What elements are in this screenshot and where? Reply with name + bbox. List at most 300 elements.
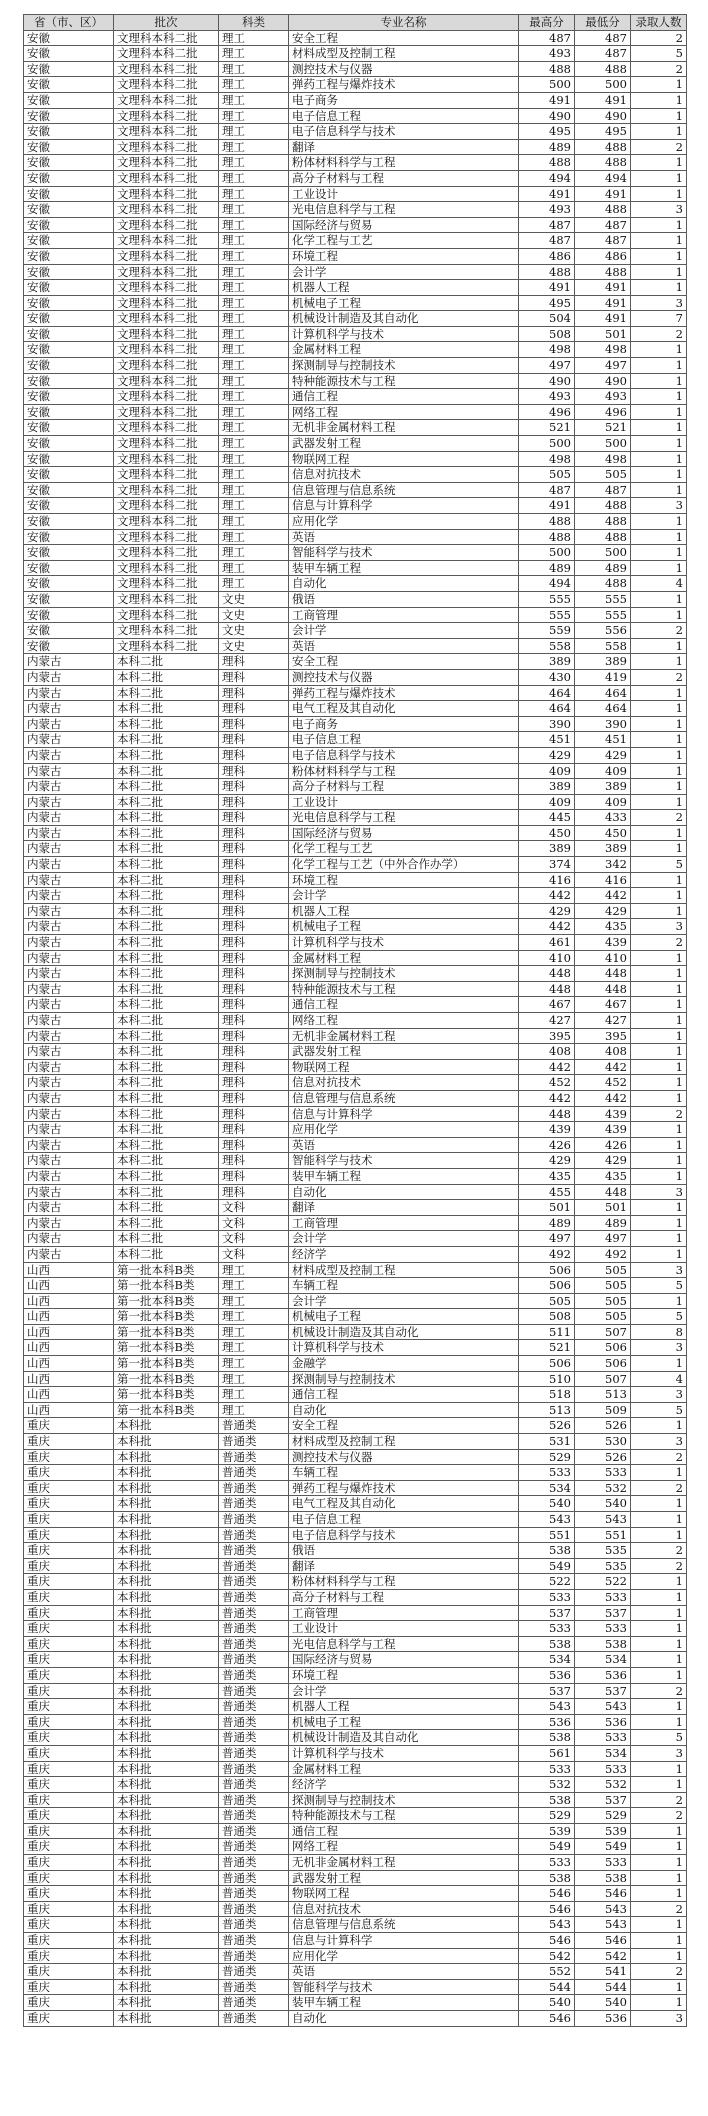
cell-batch: 本科二批 bbox=[114, 1215, 219, 1231]
cell-province: 重庆 bbox=[24, 1933, 114, 1949]
cell-category: 理科 bbox=[219, 716, 289, 732]
cell-max-score: 493 bbox=[519, 46, 575, 62]
cell-batch: 文理科本科二批 bbox=[114, 155, 219, 171]
cell-province: 安徽 bbox=[24, 280, 114, 296]
cell-major: 电子信息工程 bbox=[289, 1512, 519, 1528]
cell-category: 理科 bbox=[219, 1059, 289, 1075]
cell-min-score: 439 bbox=[575, 1122, 631, 1138]
cell-batch: 第一批本科B类 bbox=[114, 1309, 219, 1325]
cell-category: 理工 bbox=[219, 1340, 289, 1356]
cell-admitted-count: 1 bbox=[631, 841, 687, 857]
cell-admitted-count: 3 bbox=[631, 295, 687, 311]
table-row bbox=[24, 1808, 687, 1824]
cell-max-score: 445 bbox=[519, 810, 575, 826]
cell-major: 测控技术与仪器 bbox=[289, 669, 519, 685]
cell-max-score: 430 bbox=[519, 669, 575, 685]
cell-category: 理科 bbox=[219, 841, 289, 857]
cell-max-score: 558 bbox=[519, 638, 575, 654]
cell-category: 理工 bbox=[219, 498, 289, 514]
cell-batch: 本科二批 bbox=[114, 685, 219, 701]
table-row bbox=[24, 1683, 687, 1699]
cell-batch: 本科批 bbox=[114, 1480, 219, 1496]
cell-max-score: 551 bbox=[519, 1527, 575, 1543]
cell-min-score: 543 bbox=[575, 1901, 631, 1917]
cell-admitted-count: 1 bbox=[631, 186, 687, 202]
cell-major: 会计学 bbox=[289, 888, 519, 904]
cell-batch: 本科批 bbox=[114, 1683, 219, 1699]
cell-min-score: 488 bbox=[575, 61, 631, 77]
table-row bbox=[24, 467, 687, 483]
cell-batch: 本科批 bbox=[114, 1792, 219, 1808]
cell-batch: 第一批本科B类 bbox=[114, 1371, 219, 1387]
cell-category: 理工 bbox=[219, 1356, 289, 1372]
cell-batch: 本科批 bbox=[114, 1979, 219, 1995]
table-row bbox=[24, 1434, 687, 1450]
cell-admitted-count: 5 bbox=[631, 1309, 687, 1325]
cell-major: 武器发射工程 bbox=[289, 1044, 519, 1060]
cell-min-score: 540 bbox=[575, 1496, 631, 1512]
cell-admitted-count: 1 bbox=[631, 514, 687, 530]
table-row bbox=[24, 1527, 687, 1543]
cell-major: 信息对抗技术 bbox=[289, 1901, 519, 1917]
cell-max-score: 538 bbox=[519, 1870, 575, 1886]
table-row bbox=[24, 1496, 687, 1512]
cell-min-score: 555 bbox=[575, 591, 631, 607]
cell-major: 化学工程与工艺 bbox=[289, 841, 519, 857]
cell-major: 信息与计算科学 bbox=[289, 1106, 519, 1122]
cell-admitted-count: 1 bbox=[631, 560, 687, 576]
cell-batch: 文理科本科二批 bbox=[114, 560, 219, 576]
table-body bbox=[24, 30, 687, 2026]
cell-major: 粉体材料科学与工程 bbox=[289, 1574, 519, 1590]
cell-min-score: 506 bbox=[575, 1340, 631, 1356]
cell-category: 普通类 bbox=[219, 1652, 289, 1668]
cell-min-score: 505 bbox=[575, 1278, 631, 1294]
cell-admitted-count: 2 bbox=[631, 623, 687, 639]
cell-min-score: 389 bbox=[575, 654, 631, 670]
cell-max-score: 505 bbox=[519, 467, 575, 483]
cell-batch: 文理科本科二批 bbox=[114, 233, 219, 249]
cell-min-score: 410 bbox=[575, 950, 631, 966]
table-row bbox=[24, 170, 687, 186]
cell-province: 内蒙古 bbox=[24, 1184, 114, 1200]
cell-province: 重庆 bbox=[24, 1574, 114, 1590]
cell-batch: 本科批 bbox=[114, 1449, 219, 1465]
cell-admitted-count: 1 bbox=[631, 981, 687, 997]
cell-batch: 文理科本科二批 bbox=[114, 529, 219, 545]
table-row bbox=[24, 841, 687, 857]
cell-admitted-count: 2 bbox=[631, 1901, 687, 1917]
cell-category: 理工 bbox=[219, 233, 289, 249]
cell-admitted-count: 1 bbox=[631, 467, 687, 483]
cell-min-score: 530 bbox=[575, 1434, 631, 1450]
table-row bbox=[24, 1356, 687, 1372]
cell-batch: 文理科本科二批 bbox=[114, 451, 219, 467]
cell-admitted-count: 1 bbox=[631, 794, 687, 810]
cell-batch: 文理科本科二批 bbox=[114, 576, 219, 592]
cell-batch: 本科二批 bbox=[114, 810, 219, 826]
cell-province: 重庆 bbox=[24, 2011, 114, 2027]
cell-batch: 文理科本科二批 bbox=[114, 498, 219, 514]
cell-batch: 文理科本科二批 bbox=[114, 326, 219, 342]
cell-max-score: 448 bbox=[519, 1106, 575, 1122]
cell-province: 重庆 bbox=[24, 1995, 114, 2011]
cell-category: 理工 bbox=[219, 248, 289, 264]
cell-admitted-count: 2 bbox=[631, 669, 687, 685]
cell-batch: 文理科本科二批 bbox=[114, 436, 219, 452]
cell-min-score: 497 bbox=[575, 358, 631, 374]
cell-batch: 第一批本科B类 bbox=[114, 1387, 219, 1403]
cell-major: 工商管理 bbox=[289, 1605, 519, 1621]
cell-min-score: 521 bbox=[575, 420, 631, 436]
cell-min-score: 500 bbox=[575, 436, 631, 452]
cell-admitted-count: 1 bbox=[631, 1667, 687, 1683]
cell-category: 普通类 bbox=[219, 1699, 289, 1715]
cell-min-score: 448 bbox=[575, 981, 631, 997]
cell-category: 普通类 bbox=[219, 1777, 289, 1793]
cell-admitted-count: 1 bbox=[631, 1761, 687, 1777]
cell-max-score: 488 bbox=[519, 529, 575, 545]
cell-category: 普通类 bbox=[219, 1667, 289, 1683]
cell-admitted-count: 1 bbox=[631, 170, 687, 186]
cell-major: 计算机科学与技术 bbox=[289, 935, 519, 951]
cell-min-score: 488 bbox=[575, 139, 631, 155]
cell-category: 理科 bbox=[219, 1153, 289, 1169]
cell-province: 安徽 bbox=[24, 295, 114, 311]
cell-batch: 本科二批 bbox=[114, 1028, 219, 1044]
cell-major: 网络工程 bbox=[289, 1839, 519, 1855]
cell-major: 计算机科学与技术 bbox=[289, 1745, 519, 1761]
cell-max-score: 389 bbox=[519, 841, 575, 857]
cell-min-score: 497 bbox=[575, 1231, 631, 1247]
cell-min-score: 493 bbox=[575, 389, 631, 405]
cell-category: 理科 bbox=[219, 950, 289, 966]
cell-max-score: 489 bbox=[519, 1215, 575, 1231]
cell-batch: 文理科本科二批 bbox=[114, 264, 219, 280]
table-row bbox=[24, 1839, 687, 1855]
cell-province: 重庆 bbox=[24, 1823, 114, 1839]
cell-major: 机器人工程 bbox=[289, 903, 519, 919]
cell-max-score: 539 bbox=[519, 1823, 575, 1839]
cell-min-score: 535 bbox=[575, 1558, 631, 1574]
cell-admitted-count: 1 bbox=[631, 451, 687, 467]
cell-admitted-count: 1 bbox=[631, 685, 687, 701]
header-batch: 批次 bbox=[114, 15, 219, 31]
cell-major: 装甲车辆工程 bbox=[289, 560, 519, 576]
cell-major: 通信工程 bbox=[289, 389, 519, 405]
cell-category: 普通类 bbox=[219, 1621, 289, 1637]
cell-category: 理工 bbox=[219, 451, 289, 467]
table-row bbox=[24, 716, 687, 732]
cell-min-score: 556 bbox=[575, 623, 631, 639]
cell-province: 内蒙古 bbox=[24, 888, 114, 904]
cell-min-score: 442 bbox=[575, 1059, 631, 1075]
cell-admitted-count: 1 bbox=[631, 233, 687, 249]
cell-max-score: 526 bbox=[519, 1418, 575, 1434]
cell-major: 网络工程 bbox=[289, 1013, 519, 1029]
cell-major: 电子信息科学与技术 bbox=[289, 1527, 519, 1543]
cell-major: 通信工程 bbox=[289, 1823, 519, 1839]
cell-province: 内蒙古 bbox=[24, 841, 114, 857]
cell-max-score: 374 bbox=[519, 857, 575, 873]
cell-admitted-count: 1 bbox=[631, 1823, 687, 1839]
cell-category: 理科 bbox=[219, 747, 289, 763]
table-row bbox=[24, 2011, 687, 2027]
cell-admitted-count: 1 bbox=[631, 591, 687, 607]
cell-province: 内蒙古 bbox=[24, 1168, 114, 1184]
cell-province: 安徽 bbox=[24, 404, 114, 420]
cell-max-score: 513 bbox=[519, 1402, 575, 1418]
cell-category: 理科 bbox=[219, 701, 289, 717]
cell-major: 会计学 bbox=[289, 623, 519, 639]
cell-batch: 文理科本科二批 bbox=[114, 623, 219, 639]
cell-admitted-count: 5 bbox=[631, 1730, 687, 1746]
cell-batch: 文理科本科二批 bbox=[114, 638, 219, 654]
cell-category: 理工 bbox=[219, 404, 289, 420]
cell-max-score: 494 bbox=[519, 576, 575, 592]
table-row bbox=[24, 233, 687, 249]
cell-category: 理工 bbox=[219, 46, 289, 62]
cell-max-score: 500 bbox=[519, 545, 575, 561]
cell-major: 高分子材料与工程 bbox=[289, 170, 519, 186]
cell-major: 金属材料工程 bbox=[289, 950, 519, 966]
cell-province: 安徽 bbox=[24, 342, 114, 358]
cell-admitted-count: 1 bbox=[631, 1465, 687, 1481]
cell-category: 理工 bbox=[219, 30, 289, 46]
cell-category: 理科 bbox=[219, 1137, 289, 1153]
cell-province: 安徽 bbox=[24, 139, 114, 155]
table-row bbox=[24, 1917, 687, 1933]
cell-province: 内蒙古 bbox=[24, 857, 114, 873]
cell-min-score: 543 bbox=[575, 1917, 631, 1933]
cell-province: 重庆 bbox=[24, 1792, 114, 1808]
cell-province: 安徽 bbox=[24, 358, 114, 374]
cell-admitted-count: 1 bbox=[631, 1886, 687, 1902]
cell-min-score: 495 bbox=[575, 124, 631, 140]
cell-major: 化学工程与工艺（中外合作办学） bbox=[289, 857, 519, 873]
cell-batch: 本科批 bbox=[114, 1667, 219, 1683]
cell-max-score: 537 bbox=[519, 1683, 575, 1699]
cell-batch: 文理科本科二批 bbox=[114, 607, 219, 623]
table-row bbox=[24, 1075, 687, 1091]
cell-max-score: 439 bbox=[519, 1122, 575, 1138]
cell-max-score: 448 bbox=[519, 981, 575, 997]
cell-min-score: 533 bbox=[575, 1761, 631, 1777]
cell-max-score: 505 bbox=[519, 1293, 575, 1309]
cell-min-score: 487 bbox=[575, 217, 631, 233]
cell-province: 内蒙古 bbox=[24, 1028, 114, 1044]
cell-max-score: 536 bbox=[519, 1667, 575, 1683]
cell-admitted-count: 1 bbox=[631, 436, 687, 452]
cell-category: 普通类 bbox=[219, 1683, 289, 1699]
cell-batch: 本科二批 bbox=[114, 779, 219, 795]
cell-max-score: 504 bbox=[519, 311, 575, 327]
cell-major: 武器发射工程 bbox=[289, 436, 519, 452]
cell-batch: 本科批 bbox=[114, 1699, 219, 1715]
cell-max-score: 390 bbox=[519, 716, 575, 732]
cell-province: 安徽 bbox=[24, 311, 114, 327]
cell-major: 装甲车辆工程 bbox=[289, 1168, 519, 1184]
table-row bbox=[24, 560, 687, 576]
cell-major: 电子商务 bbox=[289, 92, 519, 108]
table-row bbox=[24, 1543, 687, 1559]
cell-category: 普通类 bbox=[219, 1917, 289, 1933]
cell-min-score: 464 bbox=[575, 685, 631, 701]
cell-province: 重庆 bbox=[24, 1917, 114, 1933]
cell-province: 山西 bbox=[24, 1278, 114, 1294]
cell-max-score: 493 bbox=[519, 202, 575, 218]
cell-category: 理科 bbox=[219, 888, 289, 904]
cell-max-score: 529 bbox=[519, 1808, 575, 1824]
cell-province: 安徽 bbox=[24, 124, 114, 140]
table-row bbox=[24, 1137, 687, 1153]
cell-category: 理科 bbox=[219, 732, 289, 748]
cell-batch: 本科二批 bbox=[114, 857, 219, 873]
table-row bbox=[24, 1636, 687, 1652]
cell-admitted-count: 1 bbox=[631, 1200, 687, 1216]
cell-province: 重庆 bbox=[24, 1979, 114, 1995]
cell-province: 重庆 bbox=[24, 1777, 114, 1793]
cell-category: 理科 bbox=[219, 825, 289, 841]
table-row bbox=[24, 30, 687, 46]
cell-category: 普通类 bbox=[219, 1449, 289, 1465]
cell-max-score: 549 bbox=[519, 1839, 575, 1855]
cell-major: 会计学 bbox=[289, 264, 519, 280]
cell-batch: 本科二批 bbox=[114, 763, 219, 779]
cell-batch: 文理科本科二批 bbox=[114, 202, 219, 218]
table-row bbox=[24, 903, 687, 919]
cell-min-score: 427 bbox=[575, 1013, 631, 1029]
cell-batch: 本科批 bbox=[114, 1714, 219, 1730]
cell-admitted-count: 2 bbox=[631, 30, 687, 46]
cell-min-score: 487 bbox=[575, 46, 631, 62]
cell-max-score: 506 bbox=[519, 1278, 575, 1294]
cell-min-score: 522 bbox=[575, 1574, 631, 1590]
cell-province: 重庆 bbox=[24, 1621, 114, 1637]
cell-max-score: 533 bbox=[519, 1855, 575, 1871]
table-row bbox=[24, 1730, 687, 1746]
table-row bbox=[24, 935, 687, 951]
cell-batch: 本科二批 bbox=[114, 654, 219, 670]
cell-category: 理科 bbox=[219, 919, 289, 935]
cell-major: 安全工程 bbox=[289, 1418, 519, 1434]
cell-category: 普通类 bbox=[219, 1636, 289, 1652]
cell-category: 理科 bbox=[219, 997, 289, 1013]
cell-admitted-count: 4 bbox=[631, 576, 687, 592]
table-row bbox=[24, 1933, 687, 1949]
cell-min-score: 501 bbox=[575, 326, 631, 342]
cell-admitted-count: 1 bbox=[631, 1028, 687, 1044]
cell-province: 内蒙古 bbox=[24, 1122, 114, 1138]
cell-category: 普通类 bbox=[219, 1933, 289, 1949]
cell-province: 内蒙古 bbox=[24, 1137, 114, 1153]
cell-province: 安徽 bbox=[24, 61, 114, 77]
cell-max-score: 429 bbox=[519, 747, 575, 763]
cell-max-score: 491 bbox=[519, 92, 575, 108]
cell-province: 安徽 bbox=[24, 77, 114, 93]
cell-admitted-count: 1 bbox=[631, 1589, 687, 1605]
cell-admitted-count: 3 bbox=[631, 1387, 687, 1403]
cell-major: 环境工程 bbox=[289, 248, 519, 264]
cell-province: 内蒙古 bbox=[24, 701, 114, 717]
cell-min-score: 429 bbox=[575, 903, 631, 919]
cell-max-score: 495 bbox=[519, 124, 575, 140]
cell-min-score: 342 bbox=[575, 857, 631, 873]
cell-province: 重庆 bbox=[24, 1496, 114, 1512]
cell-major: 电子信息工程 bbox=[289, 732, 519, 748]
cell-major: 弹药工程与爆炸技术 bbox=[289, 685, 519, 701]
cell-admitted-count: 1 bbox=[631, 264, 687, 280]
table-row bbox=[24, 1605, 687, 1621]
table-row bbox=[24, 1855, 687, 1871]
cell-max-score: 427 bbox=[519, 1013, 575, 1029]
table-row bbox=[24, 217, 687, 233]
cell-province: 安徽 bbox=[24, 529, 114, 545]
table-row bbox=[24, 747, 687, 763]
cell-batch: 本科二批 bbox=[114, 1168, 219, 1184]
cell-province: 重庆 bbox=[24, 1870, 114, 1886]
cell-min-score: 464 bbox=[575, 701, 631, 717]
cell-max-score: 495 bbox=[519, 295, 575, 311]
cell-min-score: 533 bbox=[575, 1855, 631, 1871]
cell-min-score: 537 bbox=[575, 1792, 631, 1808]
cell-category: 普通类 bbox=[219, 1574, 289, 1590]
cell-province: 安徽 bbox=[24, 420, 114, 436]
cell-min-score: 419 bbox=[575, 669, 631, 685]
cell-batch: 本科二批 bbox=[114, 1200, 219, 1216]
cell-admitted-count: 1 bbox=[631, 1090, 687, 1106]
table-row bbox=[24, 342, 687, 358]
cell-max-score: 521 bbox=[519, 420, 575, 436]
cell-min-score: 536 bbox=[575, 2011, 631, 2027]
header-major: 专业名称 bbox=[289, 15, 519, 31]
table-row bbox=[24, 1418, 687, 1434]
cell-min-score: 526 bbox=[575, 1418, 631, 1434]
table-row bbox=[24, 1870, 687, 1886]
table-row bbox=[24, 514, 687, 530]
cell-min-score: 555 bbox=[575, 607, 631, 623]
cell-province: 安徽 bbox=[24, 30, 114, 46]
cell-province: 安徽 bbox=[24, 155, 114, 171]
cell-max-score: 486 bbox=[519, 248, 575, 264]
cell-batch: 文理科本科二批 bbox=[114, 389, 219, 405]
cell-category: 理科 bbox=[219, 654, 289, 670]
cell-max-score: 488 bbox=[519, 61, 575, 77]
cell-province: 安徽 bbox=[24, 46, 114, 62]
cell-admitted-count: 1 bbox=[631, 248, 687, 264]
cell-admitted-count: 1 bbox=[631, 763, 687, 779]
cell-max-score: 409 bbox=[519, 794, 575, 810]
cell-admitted-count: 1 bbox=[631, 1231, 687, 1247]
cell-admitted-count: 1 bbox=[631, 607, 687, 623]
cell-major: 智能科学与技术 bbox=[289, 1979, 519, 1995]
cell-min-score: 389 bbox=[575, 841, 631, 857]
cell-min-score: 500 bbox=[575, 77, 631, 93]
cell-max-score: 493 bbox=[519, 389, 575, 405]
cell-category: 理科 bbox=[219, 981, 289, 997]
cell-province: 重庆 bbox=[24, 1589, 114, 1605]
cell-province: 内蒙古 bbox=[24, 997, 114, 1013]
cell-major: 英语 bbox=[289, 529, 519, 545]
cell-min-score: 489 bbox=[575, 560, 631, 576]
cell-min-score: 439 bbox=[575, 1106, 631, 1122]
cell-category: 理工 bbox=[219, 295, 289, 311]
cell-max-score: 538 bbox=[519, 1636, 575, 1652]
cell-max-score: 538 bbox=[519, 1730, 575, 1746]
cell-admitted-count: 1 bbox=[631, 1122, 687, 1138]
cell-category: 理科 bbox=[219, 903, 289, 919]
table-row bbox=[24, 888, 687, 904]
